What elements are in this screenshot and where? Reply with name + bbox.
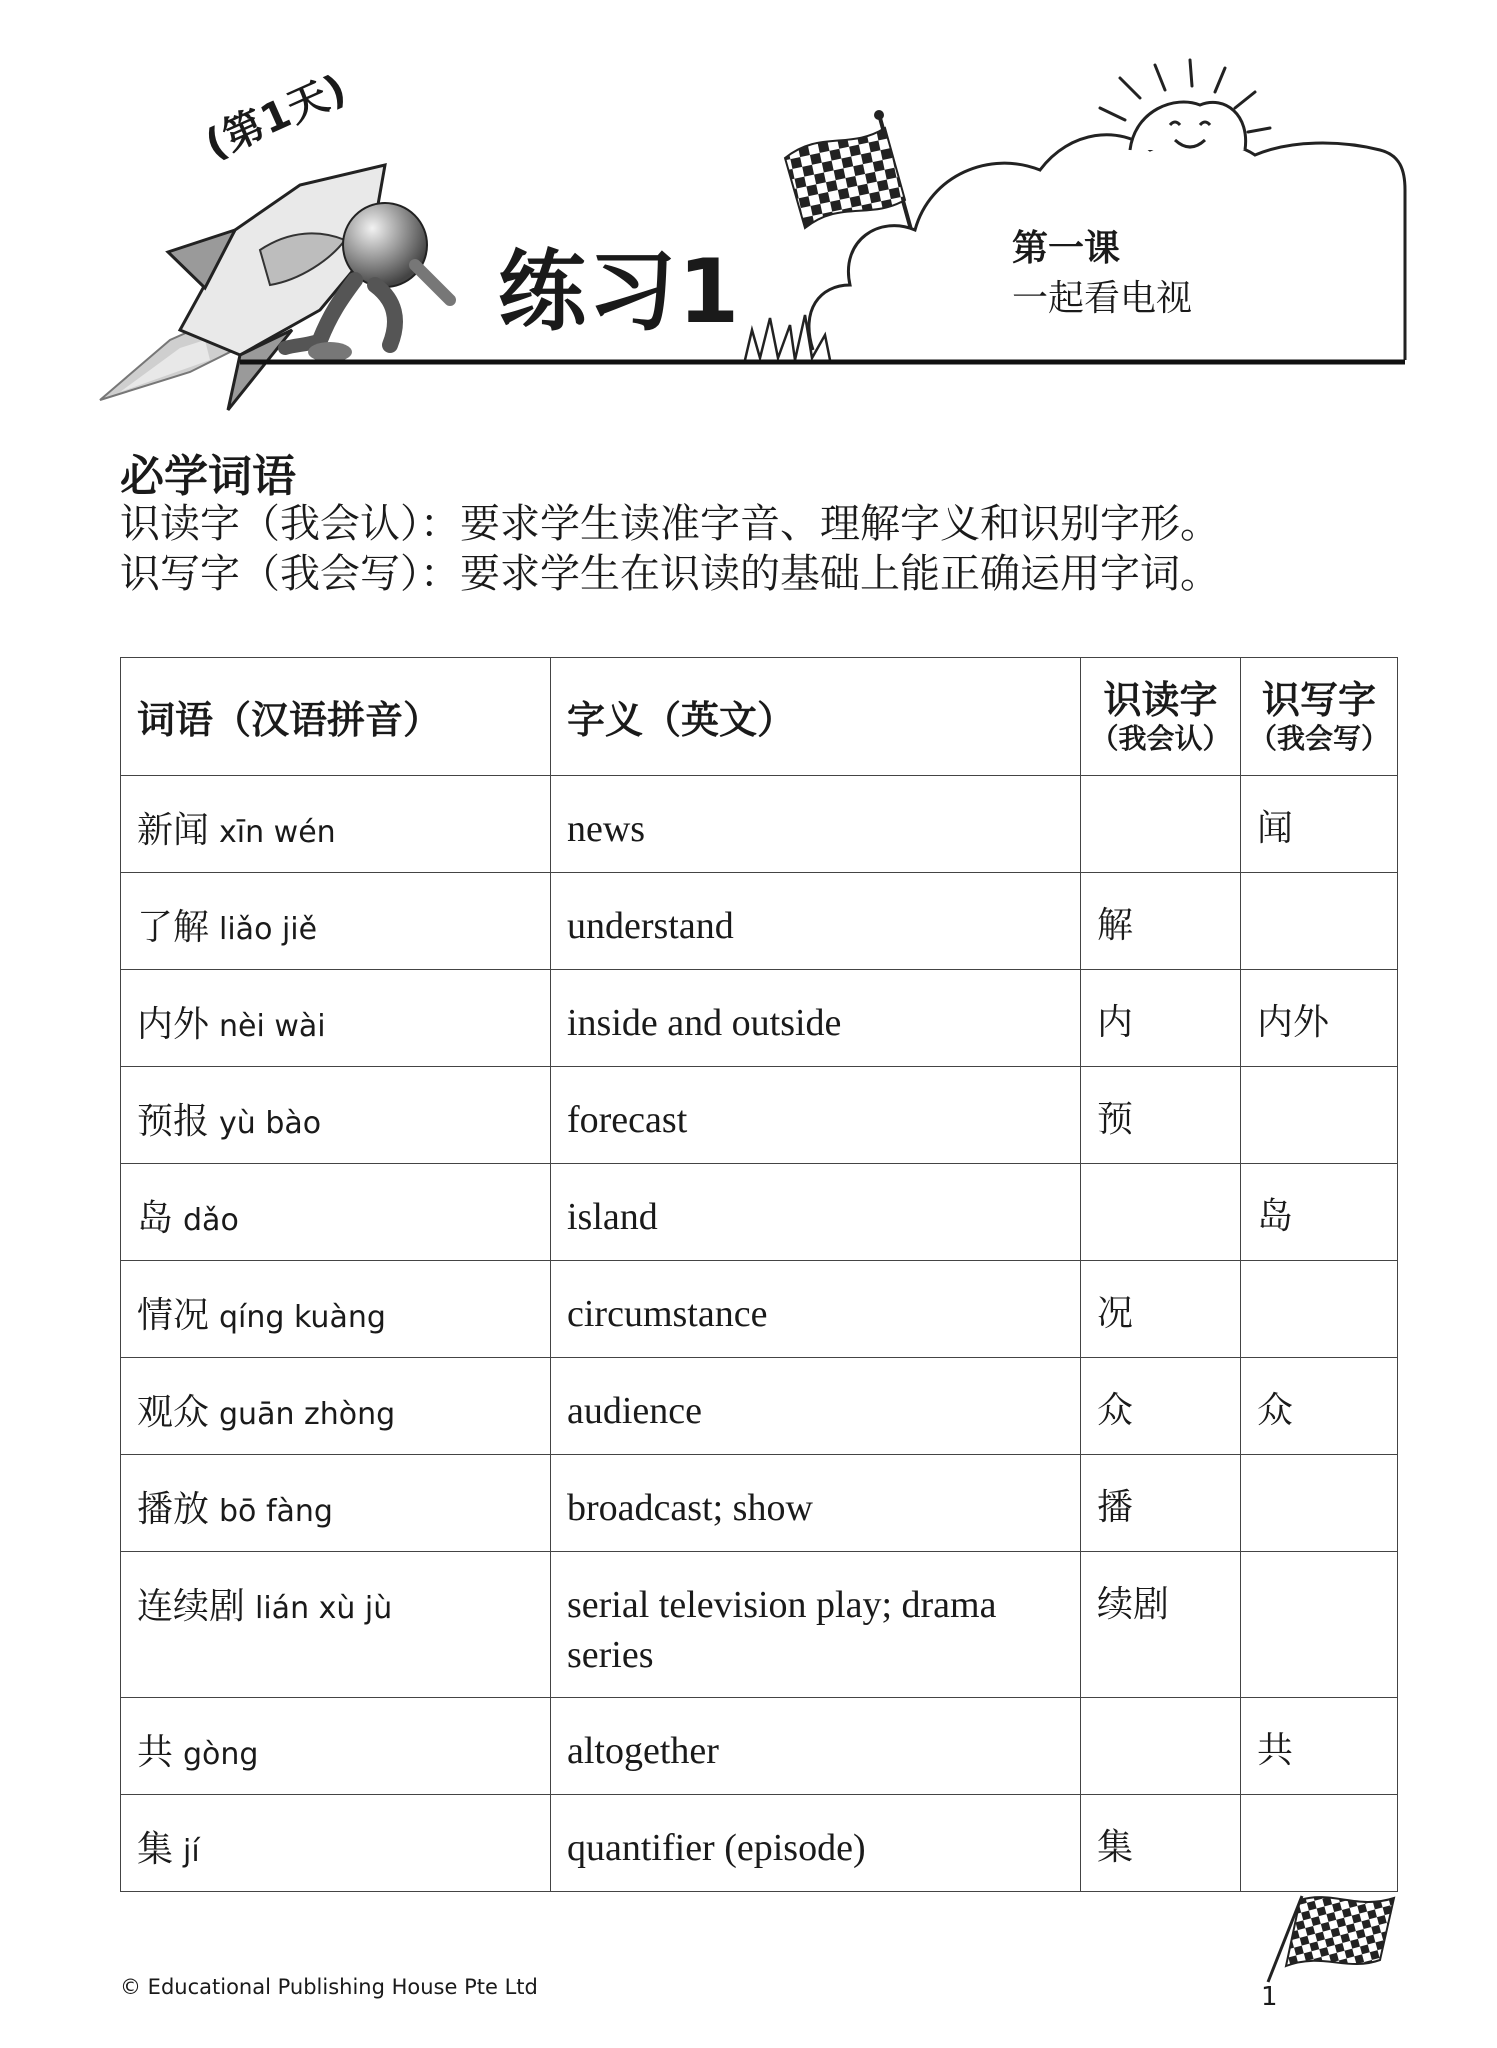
table-row xyxy=(121,873,1398,970)
recognize-cell xyxy=(1081,970,1241,1067)
meaning-text: inside and outside xyxy=(567,1002,842,1044)
meaning-text: quantifier (episode) xyxy=(567,1827,866,1869)
write-char: 内外 xyxy=(1257,1002,1330,1043)
table-row xyxy=(121,1698,1398,1795)
recognize-cell xyxy=(1081,873,1241,970)
day-label: (第1天) xyxy=(198,65,354,169)
word-pinyin: bō fàng xyxy=(219,1494,333,1529)
write-cell xyxy=(1241,1455,1398,1552)
section-title: 必学词语 xyxy=(120,451,296,502)
word-cell xyxy=(121,1261,551,1358)
table-row xyxy=(121,1552,1398,1698)
recognize-char: 内 xyxy=(1097,1002,1134,1043)
footer-flag-icon xyxy=(1262,1890,1402,1990)
recognize-char: 播 xyxy=(1097,1487,1134,1528)
word-entry xyxy=(137,1261,550,1338)
table-row xyxy=(121,1261,1398,1358)
write-cell xyxy=(1241,1164,1398,1261)
word-entry xyxy=(137,1795,550,1872)
meaning-text: circumstance xyxy=(567,1293,768,1335)
recognize-char xyxy=(1097,1698,1240,1722)
lesson-number: 第一课 xyxy=(1012,228,1121,269)
meaning-text: broadcast; show xyxy=(567,1487,813,1529)
word-pinyin: qíng kuàng xyxy=(219,1300,386,1335)
word-pinyin: dǎo xyxy=(183,1203,239,1238)
write-char xyxy=(1257,1261,1397,1285)
table-row xyxy=(121,1164,1398,1261)
write-cell xyxy=(1241,873,1398,970)
word-chinese: 内外 xyxy=(137,1004,210,1045)
intro-line-write: 识写字（我会写）：要求学生在识读的基础上能正确运用字词。 xyxy=(120,551,1220,597)
copyright-text: © Educational Publishing House Pte Ltd xyxy=(120,1975,538,1999)
meaning-text: understand xyxy=(567,905,734,947)
write-char xyxy=(1257,1552,1397,1576)
write-cell xyxy=(1241,1261,1398,1358)
table-header-row xyxy=(121,658,1398,776)
write-char xyxy=(1257,873,1397,897)
meaning-cell xyxy=(551,970,1081,1067)
recognize-cell xyxy=(1081,1698,1241,1795)
header-meaning: 字义（英文） xyxy=(551,658,1081,776)
meaning-text: forecast xyxy=(567,1099,688,1141)
recognize-char: 集 xyxy=(1097,1827,1134,1868)
recognize-cell xyxy=(1081,1067,1241,1164)
word-pinyin: nèi wài xyxy=(219,1009,326,1044)
word-chinese: 岛 xyxy=(137,1198,174,1239)
header-illustration xyxy=(0,0,1497,420)
meaning-cell xyxy=(551,1698,1081,1795)
word-cell xyxy=(121,873,551,970)
word-chinese: 共 xyxy=(137,1732,174,1773)
word-cell xyxy=(121,1067,551,1164)
write-char xyxy=(1257,1455,1397,1479)
word-cell xyxy=(121,1795,551,1892)
write-char: 众 xyxy=(1257,1390,1294,1431)
table-body xyxy=(121,776,1398,1892)
exercise-title: 练习1 xyxy=(498,240,742,343)
word-entry xyxy=(137,873,550,950)
word-pinyin: liǎo jiě xyxy=(219,912,318,947)
write-cell xyxy=(1241,1698,1398,1795)
word-cell xyxy=(121,1698,551,1795)
word-entry xyxy=(137,776,550,853)
page-number: 1 xyxy=(1261,1982,1278,2012)
recognize-cell xyxy=(1081,1455,1241,1552)
recognize-char xyxy=(1097,776,1240,800)
recognize-cell xyxy=(1081,1358,1241,1455)
table-row xyxy=(121,970,1398,1067)
recognize-char: 众 xyxy=(1097,1390,1134,1431)
word-chinese: 观众 xyxy=(137,1392,210,1433)
meaning-cell xyxy=(551,1455,1081,1552)
page-header xyxy=(0,0,1497,420)
vocabulary-table xyxy=(120,657,1398,1892)
meaning-cell xyxy=(551,1261,1081,1358)
word-pinyin: xīn wén xyxy=(219,815,336,850)
header-write xyxy=(1241,658,1398,776)
write-cell xyxy=(1241,1552,1398,1698)
word-entry xyxy=(137,1455,550,1532)
word-pinyin: gòng xyxy=(183,1737,259,1772)
header-write-sub: （我会写） xyxy=(1248,721,1389,755)
word-pinyin: lián xù jù xyxy=(255,1591,393,1626)
word-chinese: 预报 xyxy=(137,1101,210,1142)
recognize-cell xyxy=(1081,776,1241,873)
word-chinese: 情况 xyxy=(137,1295,210,1336)
meaning-cell xyxy=(551,873,1081,970)
word-chinese: 新闻 xyxy=(137,810,210,851)
word-chinese: 连续剧 xyxy=(137,1586,246,1627)
table-row xyxy=(121,1358,1398,1455)
meaning-cell xyxy=(551,776,1081,873)
write-char: 共 xyxy=(1257,1730,1294,1771)
meaning-text: news xyxy=(567,808,646,850)
recognize-char xyxy=(1097,1164,1240,1188)
table-row xyxy=(121,1795,1398,1892)
meaning-cell xyxy=(551,1067,1081,1164)
lesson-name: 一起看电视 xyxy=(1012,278,1193,319)
table-row xyxy=(121,1067,1398,1164)
table-row xyxy=(121,776,1398,873)
word-cell xyxy=(121,1358,551,1455)
word-entry xyxy=(137,1358,550,1435)
write-char: 岛 xyxy=(1257,1196,1294,1237)
recognize-char: 况 xyxy=(1097,1293,1134,1334)
meaning-cell xyxy=(551,1795,1081,1892)
recognize-char: 预 xyxy=(1097,1099,1134,1140)
word-cell xyxy=(121,776,551,873)
recognize-char: 续剧 xyxy=(1097,1584,1170,1625)
meaning-cell xyxy=(551,1358,1081,1455)
meaning-text: audience xyxy=(567,1390,703,1432)
write-char xyxy=(1257,1795,1397,1819)
recognize-char: 解 xyxy=(1097,905,1134,946)
meaning-text: island xyxy=(567,1196,658,1238)
word-pinyin: yù bào xyxy=(219,1106,322,1141)
word-entry xyxy=(137,1067,550,1144)
word-chinese: 播放 xyxy=(137,1489,210,1530)
word-entry xyxy=(137,1164,550,1241)
word-chinese: 了解 xyxy=(137,907,210,948)
word-pinyin: guān zhòng xyxy=(219,1397,396,1432)
meaning-cell xyxy=(551,1552,1081,1698)
header-write-title: 识写字 xyxy=(1261,677,1376,722)
word-cell xyxy=(121,1164,551,1261)
word-entry xyxy=(137,970,550,1047)
write-cell xyxy=(1241,1795,1398,1892)
header-recognize-title: 识读字 xyxy=(1103,677,1218,722)
recognize-cell xyxy=(1081,1552,1241,1698)
meaning-text: altogether xyxy=(567,1730,719,1772)
header-recognize xyxy=(1081,658,1241,776)
word-cell xyxy=(121,1552,551,1698)
word-pinyin: jí xyxy=(183,1834,200,1869)
recognize-cell xyxy=(1081,1795,1241,1892)
word-chinese: 集 xyxy=(137,1829,174,1870)
header-recognize-sub: （我会认） xyxy=(1090,721,1231,755)
intro-line-recognize: 识读字（我会认）：要求学生读准字音、理解字义和识别字形。 xyxy=(120,501,1220,547)
word-entry xyxy=(137,1698,550,1775)
meaning-text: serial television play; drama series xyxy=(567,1584,997,1676)
write-cell xyxy=(1241,1358,1398,1455)
word-cell xyxy=(121,970,551,1067)
recognize-cell xyxy=(1081,1261,1241,1358)
recognize-cell xyxy=(1081,1164,1241,1261)
header-word: 词语（汉语拼音） xyxy=(121,658,551,776)
write-cell xyxy=(1241,1067,1398,1164)
word-cell xyxy=(121,1455,551,1552)
write-char xyxy=(1257,1067,1397,1091)
write-cell xyxy=(1241,970,1398,1067)
table-row xyxy=(121,1455,1398,1552)
meaning-cell xyxy=(551,1164,1081,1261)
write-char: 闻 xyxy=(1257,808,1294,849)
write-cell xyxy=(1241,776,1398,873)
word-entry xyxy=(137,1552,550,1629)
